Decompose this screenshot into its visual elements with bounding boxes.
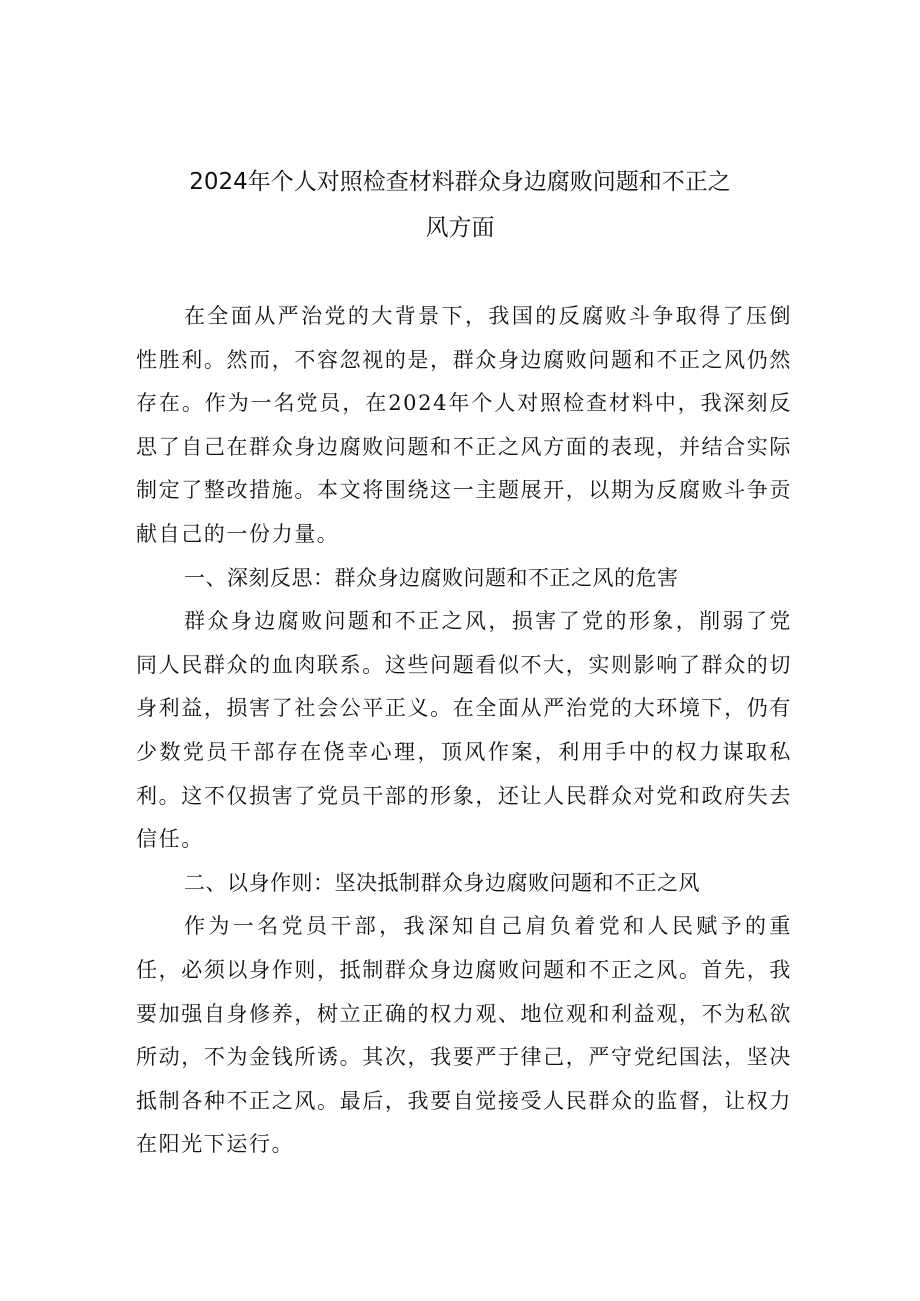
section-1-paragraph: 群众身边腐败问题和不正之风，损害了党的形象，削弱了党同人民群众的血肉联系。这些问题看似不大，实则影响了群众的切身利益，损害了社会公平正义。在全面从严治党的大环境下，仍有少数党员干部存在侥幸心理，顶风作案，利用手中的权力谋取私利。这不仅损害了党员干部的形象，还让人民群众对党和政府失去信任。 (136, 609, 792, 852)
document-title-line-1: 2024年个人对照检查材料群众身边腐败问题和不正之 (189, 169, 731, 195)
section-2-paragraph: 作为一名党员干部，我深知自己肩负着党和人民赋予的重任，必须以身作则，抵制群众身边腐败问题和不正之风。首先，我要加强自身修养，树立正确的权力观、地位观和利益观，不为私欲所动，不为金钱所诱。其次，我要严于律己，严守党纪国法，坚决抵制各种不正之风。最后，我要自觉接受人民群众的监督，让权力在阳光下运行。 (136, 914, 792, 1157)
intro-paragraph: 在全面从严治党的大背景下，我国的反腐败斗争取得了压倒性胜利。然而，不容忽视的是，群众身边腐败问题和不正之风仍然存在。作为一名党员，在2024年个人对照检查材料中，我深刻反思了自己在群众身边腐败问题和不正之风方面的表现，并结合实际制定了整改措施。本文将围绕这一主题展开，以期为反腐败斗争贡献自己的一份力量。 (136, 304, 792, 546)
document-body (136, 295, 792, 1167)
section-heading-1: 一、深刻反思：群众身边腐败问题和不正之风的危害 (184, 565, 679, 590)
section-heading-2: 二、以身作则：坚决抵制群众身边腐败问题和不正之风 (184, 870, 700, 895)
document-title-line-2: 风方面 (425, 215, 495, 241)
